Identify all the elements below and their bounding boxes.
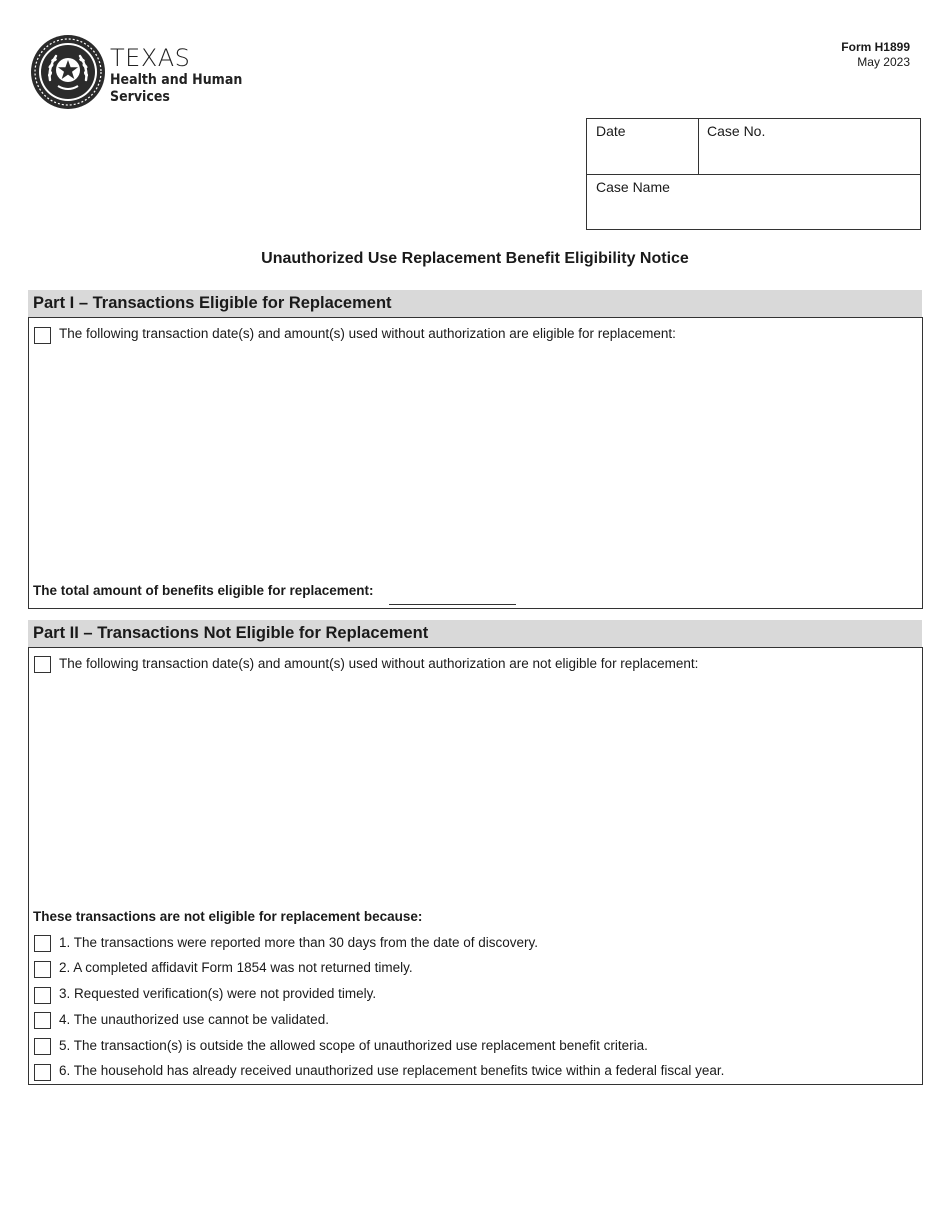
reason-3-label: 3. Requested verification(s) were not provided timely. [59,986,377,1001]
part1-section [28,317,923,609]
reason-5-label: 5. The transaction(s) is outside the allowed scope of unauthorized use replacement benefit criteria. [59,1038,648,1053]
part2-transactions-area[interactable] [34,680,914,900]
case-name-field[interactable] [587,175,920,229]
part1-total-field[interactable] [389,604,516,605]
logo-line-texas: TEXAS [110,44,191,72]
page-title: Unauthorized Use Replacement Benefit Eligibility Notice [261,250,689,267]
case-no-field-label: Case No. [707,123,766,139]
form-date: May 2023 [857,55,910,69]
form-identifier [841,40,910,70]
agency-logo [30,34,243,112]
date-field[interactable] [587,119,698,175]
reason-6-label: 6. The household has already received unauthorized use replacement benefits twice within a federal fiscal year. [59,1063,725,1078]
reason-2-label: 2. A completed affidavit Form 1854 was not returned timely. [59,960,413,975]
part2-reasons-heading: These transactions are not eligible for replacement because: [33,909,423,924]
reason-1-checkbox[interactable] [34,935,51,952]
part1-eligible-label: The following transaction date(s) and amount(s) used without authorization are eligible for replacement: [59,326,676,341]
part1-eligible-checkbox[interactable] [34,327,51,344]
part1-total-label: The total amount of benefits eligible for replacement: [33,583,374,598]
reason-1-label: 1. The transactions were reported more than 30 days from the date of discovery. [59,935,538,950]
reason-4-checkbox[interactable] [34,1012,51,1029]
reason-3-checkbox[interactable] [34,987,51,1004]
reason-6-checkbox[interactable] [34,1064,51,1081]
reason-5-checkbox[interactable] [34,1038,51,1055]
case-info-box [586,118,921,230]
logo-line-hhs: Health and Human [110,72,243,88]
case-name-field-label: Case Name [596,179,670,195]
reason-2-checkbox[interactable] [34,961,51,978]
part2-heading: Part II – Transactions Not Eligible for Replacement [28,620,922,647]
part1-transactions-area[interactable] [34,350,914,570]
case-no-field[interactable] [699,119,920,175]
part2-section [28,647,923,1085]
texas-seal-icon [30,34,106,110]
part2-not-eligible-label: The following transaction date(s) and amount(s) used without authorization are not eligible for replacement: [59,656,699,671]
part2-not-eligible-checkbox[interactable] [34,656,51,673]
form-number: Form H1899 [841,40,910,54]
logo-line-services: Services [110,89,170,105]
part1-heading: Part I – Transactions Eligible for Replacement [28,290,922,317]
date-field-label: Date [596,123,626,139]
reason-4-label: 4. The unauthorized use cannot be validated. [59,1012,329,1027]
